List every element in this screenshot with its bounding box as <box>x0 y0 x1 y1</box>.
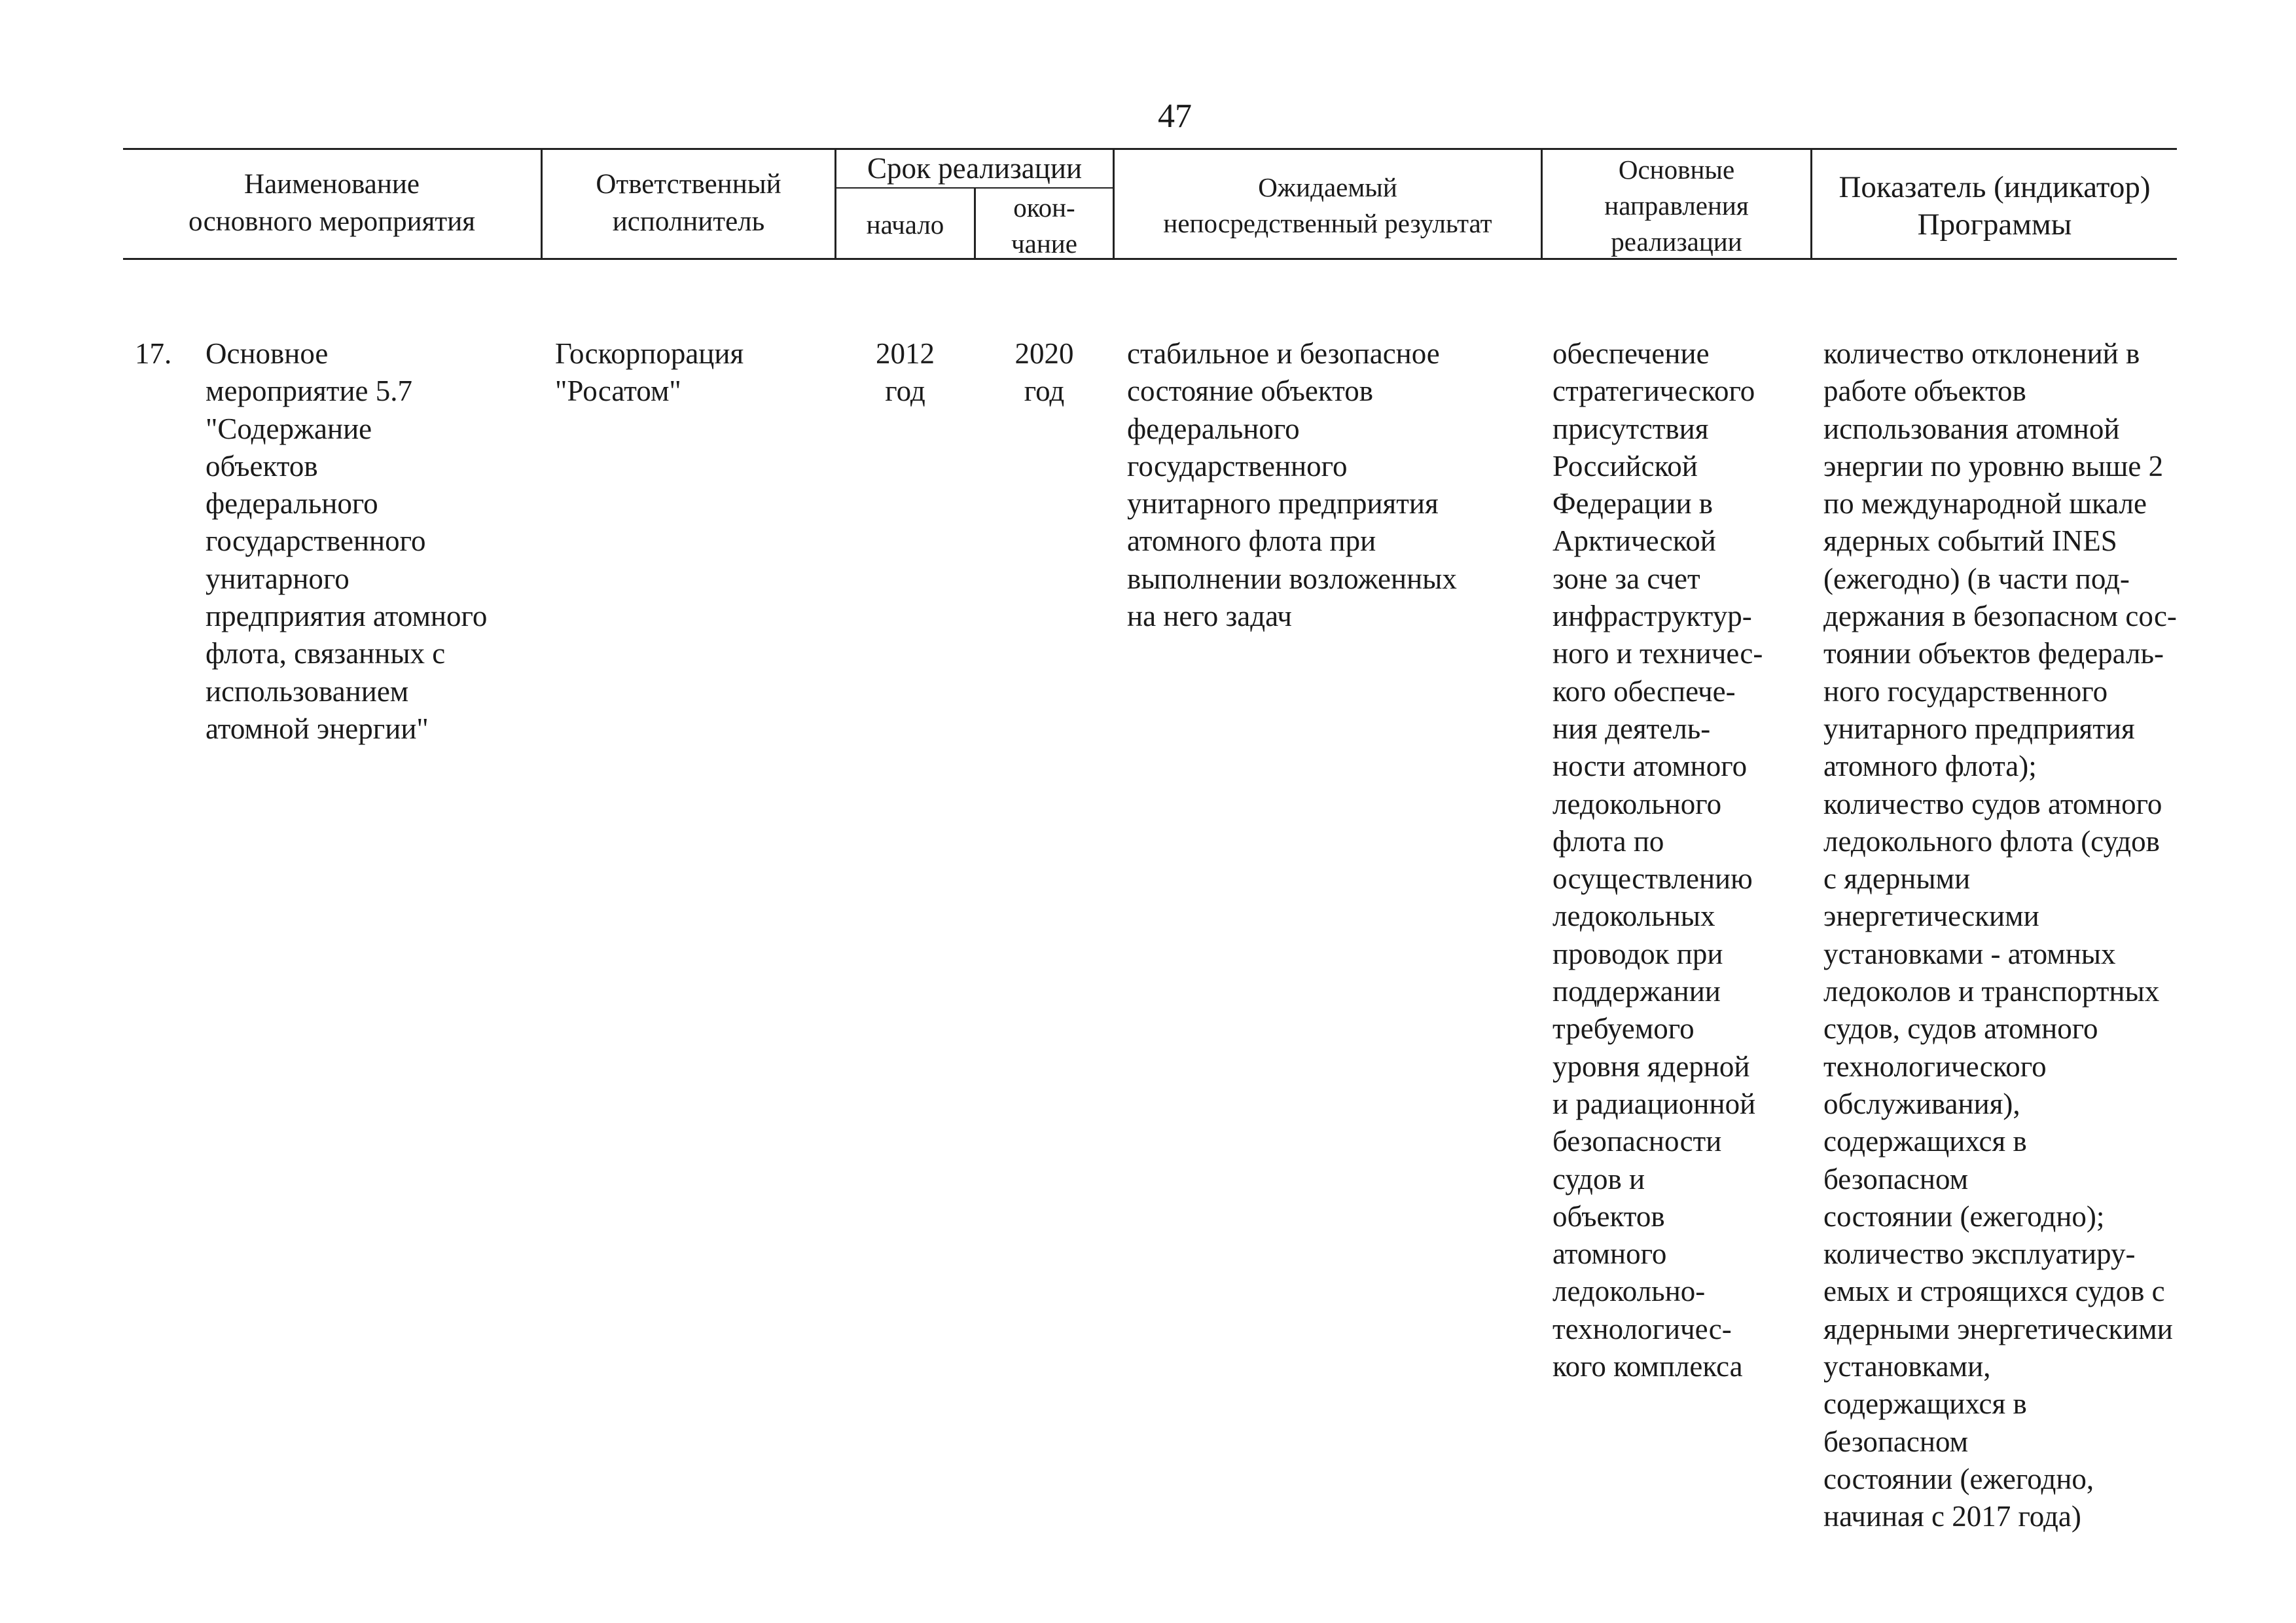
header-indicator: Показатель (индикатор) Программы <box>1839 170 2151 242</box>
header-end: окон- чание <box>1011 192 1077 259</box>
executor: Госкорпорация "Росатом" <box>555 337 744 408</box>
page-number: 47 <box>1158 98 1192 135</box>
expected-result: стабильное и безопасное состояние объектов федерального государственного унитарного предприятия атомного флота при выполнении возложенных на него задач <box>1127 337 1457 633</box>
end-year: 2020 год <box>1014 337 1074 408</box>
row-number: 17. <box>135 337 172 370</box>
header-executor: Ответственный исполнитель <box>596 169 781 237</box>
indicator: количество отклонений в работе объектов использования атомной энергии по уровню выше 2 по международной шкале ядерных событий INES (ежегодно) (в части под- держания в безопасном сос- тоянии объектов федераль- ного государственного унитарного предприятия атомного флота); количество судов атомного ледокольного флота (судов с ядерными энергетическими установками - атомных ледоколов и транспортных судов, судов атомного технологического обслуживания), содержащихся в безопасном состоянии (ежегодно); количество эксплуатиру- емых и строящихся судов с ядерными энергетическими установками, содержащихся в безопасном состоянии (ежегодно, начиная с 2017 года) <box>1823 337 2177 1533</box>
start-year: 2012 год <box>876 337 935 408</box>
header-top-rule <box>123 148 2177 150</box>
header-name: Наименование основного мероприятия <box>188 169 475 237</box>
activity-name: Основное мероприятие 5.7 "Содержание объектов федерального государственного унитарного предприятия атомного флота, связанных с использованием атомной энергии" <box>206 337 488 745</box>
header-period: Срок реализации <box>867 152 1083 185</box>
header-bottom-rule <box>123 258 2177 260</box>
header-result: Ожидаемый непосредственный результат <box>1163 172 1492 238</box>
header-start: начало <box>866 210 944 240</box>
header-directions: Основные направления реализации <box>1604 155 1749 257</box>
directions: обеспечение стратегического присутствия Российской Федерации в Арктической зоне за счет инфраструктур- ного и техничес- кого обеспече- ния деятель- ности атомного ледокольного флота по осуществлению ледокольных проводок при поддержании требуемого уровня ядерной и радиационной безопасности судов и объектов атомного ледокольно- технологичес- кого комплекса <box>1552 337 1763 1383</box>
